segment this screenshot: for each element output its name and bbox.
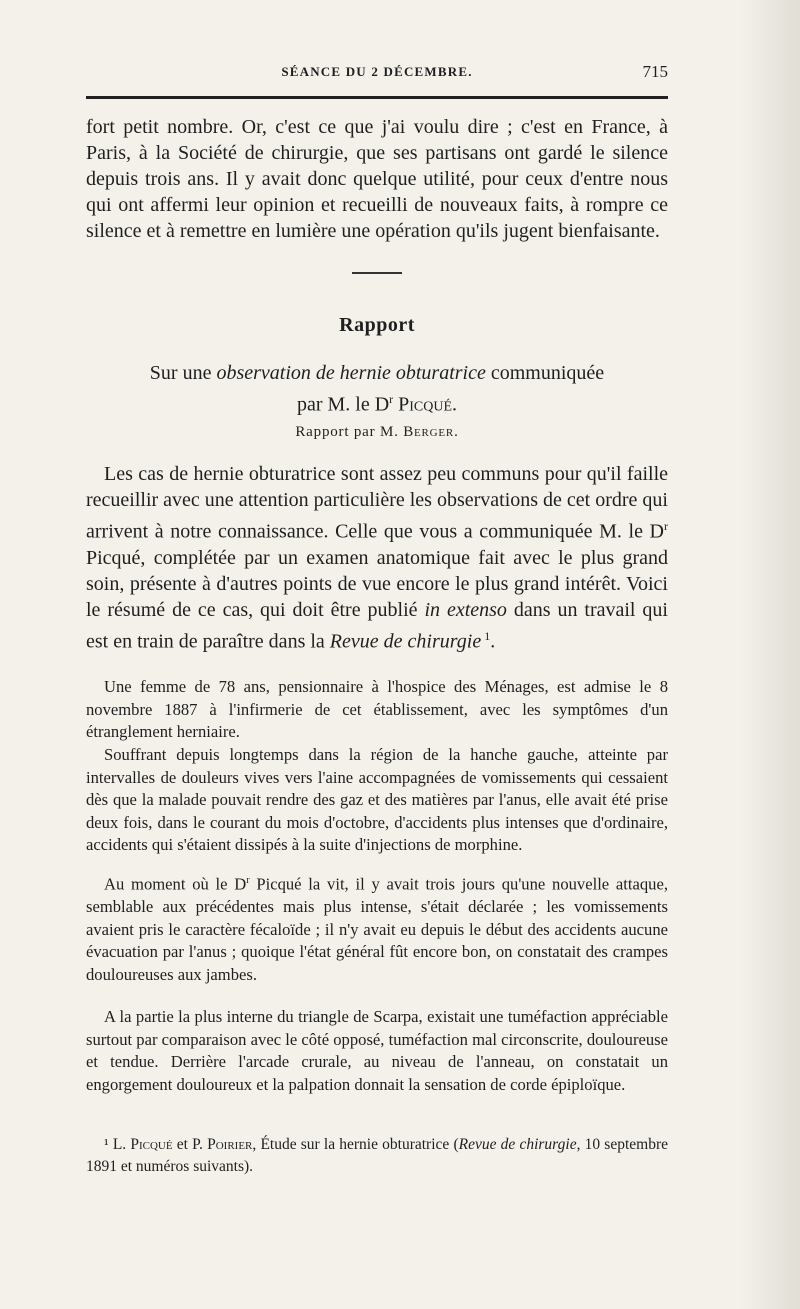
section-divider <box>352 272 402 274</box>
report-text-2: Picqué, complétée par un examen anatomique fait avec le plus grand soin, présente à d'autres points de vue encore le plus grand intérêt. Voici le résumé de ce cas, qui doit être publié <box>86 546 668 621</box>
footnote-journal: Revue de chirurgie <box>458 1136 577 1153</box>
byline-text: Rapport par M. <box>295 424 404 440</box>
superscript: r <box>664 519 668 533</box>
report-italic-journal: Revue de chirurgie <box>329 630 482 653</box>
subtitle-text: Sur une <box>149 362 217 384</box>
rapport-subtitle <box>86 360 668 418</box>
header-rule <box>86 96 668 99</box>
footnote-rest: , 10 septembre 1891 et numéros suivants). <box>86 1136 668 1175</box>
subtitle-italic: observation de hernie obturatrice <box>216 362 486 384</box>
footnote-title: , Étude sur la hernie obturatrice ( <box>252 1136 459 1153</box>
subtitle-line2: par M. le D <box>296 393 390 416</box>
rapporteur-name: Berger. <box>403 424 459 440</box>
intro-paragraph: fort petit nombre. Or, c'est ce que j'ai voulu dire ; c'est en France, à Paris, à la Société de chirurgie, que ses partisans ont gardé le silence depuis trois ans. Il y avait donc quelque utilité, pour ceux d'entre nous qui ont affermi leur opinion et recueilli de nouveaux faits, à rompre ce silence et à remettre en lumière une opération qu'ils jugent bienfaisante. <box>86 116 668 242</box>
superscript: r <box>389 392 394 406</box>
footnote-mark: ¹ <box>104 1136 109 1153</box>
footnote <box>86 1134 668 1178</box>
report-paragraph <box>86 461 668 654</box>
footnote-reference: 1 <box>481 628 491 643</box>
case-p3-text-2: Picqué la vit, il y avait trois jours qu'une nouvelle attaque, semblable aux précédentes mais plus intense, s'était déclarée ; les vomissements avaient pris le caractère fécaloïde ; il n'y avait eu depuis le début des accidents aucune évacuation par l'anus ; quoique l'état général fût encore bon, on constatait des crampes douloureuses aux jambes. <box>86 874 668 984</box>
running-head: SÉANCE DU 2 DÉCEMBRE. <box>281 64 473 79</box>
superscript: r <box>246 875 250 886</box>
page-number: 715 <box>642 62 668 81</box>
case-p3-text-1: Au moment où le D <box>104 874 247 894</box>
case-paragraph-1: Une femme de 78 ans, pensionnaire à l'hospice des Ménages, est admise le 8 novembre 1887 à l'infirmerie de cet établissement, avec les symptômes d'un étranglement herniaire. <box>86 677 668 742</box>
report-text-3: dans un travail qui est en train de paraître dans la <box>86 598 668 653</box>
report-text-4: . <box>490 630 496 653</box>
author-name: Picqué. <box>393 393 458 416</box>
page-edge-shadow <box>740 0 800 1309</box>
case-paragraph-2: Souffrant depuis longtemps dans la région de la hanche gauche, atteinte par intervalles de douleurs vives vers l'aine accompagnées de vomissements qui cessaient dès que la malade pouvait rendre des gaz et des matières par l'anus, elle avait été prise deux fois, dans le courant du mois d'octobre, d'accidents plus intenses que d'ordinaire, accidents qui s'étaient dissipés à la suite d'injections de morphine. <box>86 745 668 855</box>
footnote-author-2: Poirier <box>207 1136 253 1153</box>
subtitle-text-end: communiquée <box>485 362 605 384</box>
report-italic-in-extenso: in extenso <box>424 598 507 621</box>
footnote-author-1: L. Picqué <box>112 1136 173 1153</box>
footnote-and: et P. <box>172 1136 208 1153</box>
rapport-byline <box>86 424 668 441</box>
case-paragraph-4: A la partie la plus interne du triangle de Scarpa, existait une tuméfaction appréciable surtout par comparaison avec le côté opposé, tuméfaction mal circonscrite, douloureuse et tendue. Derrière l'arcade crurale, au niveau de l'anneau, on constatait un engorgement douloureux et la palpation donnait la sensation de corde épiploïque. <box>86 1007 668 1094</box>
page-header <box>86 64 668 86</box>
case-paragraph-3 <box>86 870 668 987</box>
rapport-heading: Rapport <box>339 314 415 336</box>
report-text-1: Les cas de hernie obturatrice sont assez peu communs pour qu'il faille recueillir avec une attention particulière les observations de cet ordre qui arrivent à notre connaissance. Celle que vous a communiquée M. le D <box>86 463 668 543</box>
